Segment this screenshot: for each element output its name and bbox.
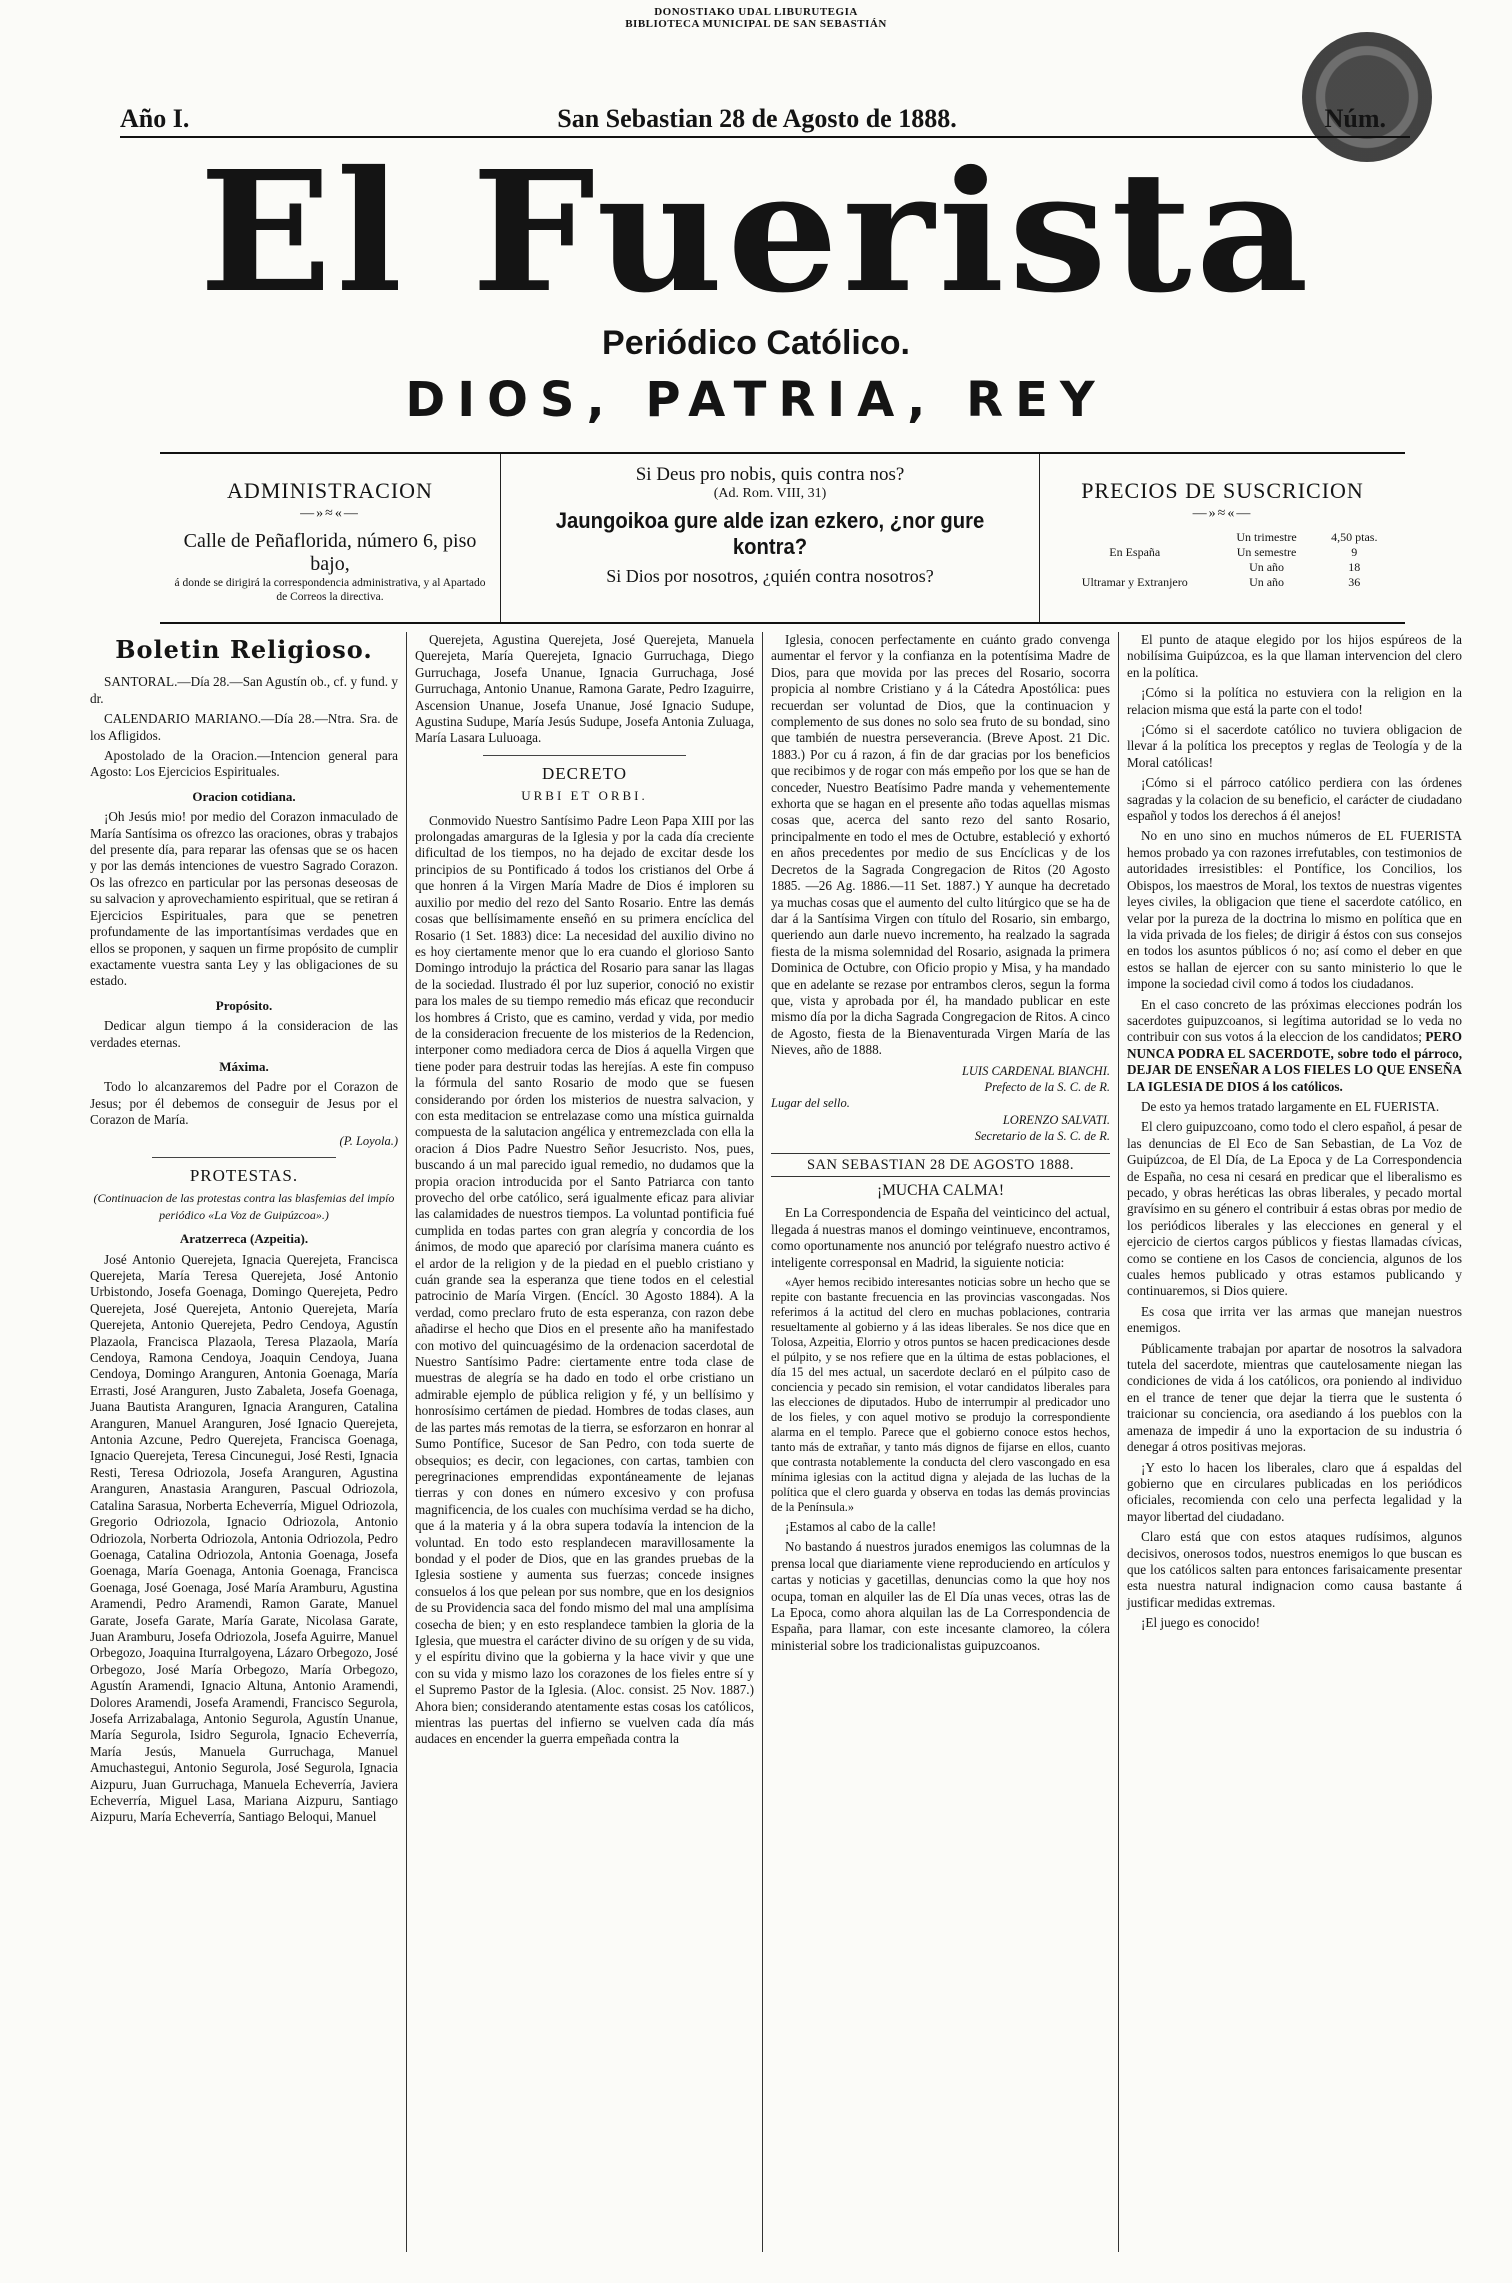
editorial-paragraph: ¡Cómo si el sacerdote católico no tuviera obligacion de llevar á la política los preceptos y reglas de Teología y de la Moral católicas! <box>1127 722 1462 770</box>
price-row <box>1052 560 1393 575</box>
maxim-text: Todo lo alcanzaremos del Padre por el Corazon de Jesus; por él debemos de conseguir de Jesus por el Corazon de María. <box>90 1079 398 1128</box>
signature-1-role: Prefecto de la S. C. de R. <box>984 1079 1110 1094</box>
divider <box>483 755 686 756</box>
library-seal-icon <box>1302 32 1432 162</box>
newspaper-title: El Fuerista <box>199 135 1313 330</box>
seal-place: Lugar del sello. <box>771 1096 850 1111</box>
editorial-paragraph: ¡El juego es conocido! <box>1141 1615 1261 1631</box>
column-2 <box>406 632 762 2252</box>
price-amount: 9 <box>1351 545 1358 559</box>
signature-1-name: LUIS CARDENAL BIANCHI. <box>961 1063 1110 1078</box>
price-period: Un semestre <box>1236 545 1297 559</box>
price-amount: 36 <box>1348 575 1361 589</box>
administration-address: Calle de Peñaflorida, número 6, piso bajo, <box>183 530 477 575</box>
column-1 <box>82 632 406 2252</box>
editorial-paragraph: ¡Y esto lo hacen los liberales, claro que á espaldas del gobierno que en circulares publicadas en los periódicos oficiales, recomienda con celo una perfecta legalidad y la mayor libertad del ciudadano. <box>1127 1459 1462 1524</box>
price-row <box>1052 530 1393 545</box>
epigraph-basque: Jaungoikoa gure alde izan ezkero, ¿nor gure kontra? <box>555 508 985 559</box>
issue-dateline: San Sebastian 28 de Agosto de 1888. <box>557 104 957 133</box>
subscription-prices <box>1052 530 1393 590</box>
editorial-emphasis: PERO NUNCA PODRA EL SACERDOTE, sobre todo el párroco, DEJAR DE ENSEÑAR A LOS FIELES LO QUE ENSEÑA LA IGLESIA DE DIOS á los católicos. <box>1127 1029 1462 1094</box>
administration-note: á donde se dirigirá la correspondencia administrativa, y al Apartado de Correos la directiva. <box>174 577 486 603</box>
administration-title: ADMINISTRACION <box>227 478 433 503</box>
religious-bulletin-title: Boletin Religioso. <box>115 635 373 664</box>
protests-intro: (Continuacion de las protestas contra las blasfemias del impío periódico «La Voz de Guipúzcoa».) <box>93 1191 395 1222</box>
editorial-paragraph: ¡Cómo si la política no estuviera con la religion en la relacion misma que está la parte con el todo! <box>1127 685 1462 717</box>
editorial-dateline: SAN SEBASTIAN 28 DE AGOSTO 1888. <box>771 1153 1110 1177</box>
subscription-box <box>1040 454 1405 622</box>
purpose-title: Propósito. <box>215 997 273 1013</box>
price-amount: 4,50 ptas. <box>1331 530 1378 544</box>
decree-subtitle: URBI ET ORBI. <box>521 788 648 804</box>
issue-line <box>120 104 1410 134</box>
ornament: —»≈«— <box>300 506 360 521</box>
info-band <box>160 452 1405 624</box>
library-line-spanish: BIBLIOTECA MUNICIPAL DE SAN SEBASTIÁN <box>625 18 887 30</box>
editorial-text: En el caso concreto de las próximas elecciones podrán los sacerdotes guipuzcoanos, si legítima autoridad se lo veda no contribuir con sus votos á la eleccion de los candidatos; <box>1127 996 1462 1045</box>
issue-year: Año I. <box>120 104 190 133</box>
decree-text: Conmovido Nuestro Santísimo Padre Leon Papa XIII por las prolongadas amarguras de la Iglesia y por la cada día creciente dificultad de los tiempos, no ha dejado de excitar desde los principios de su Pontificado á todos los cristianos del Orbe á que honren á la Virgen María Madre de Dios é imploren su auxilio por medio del rezo del Santo Rosario. Entre las demás cosas que bellísimamente enseñó en su primera encíclica del Rosario (1 Set. 1883) dice: La necesidad del auxilio divino no es hoy ciertamente menor que lo era cuando el glorioso Santo Domingo introdujo la práctica del Rosario para sanar las llagas de la sociedad. Ilustrado él por luz superior, conoció no existir para los males de su tiempo remedio más eficaz que reconducir los hombres á Cristo, que es camino, verdad y vida, por medio de la consideracion frecuente de los misterios de la Redencion, interponer como mediadora cerca de Dios á aquella Virgen que tiene poder para destruir todas las herejías. A este fin compuso la fórmula del santo Rosario de modo que se fuesen considerando por órden los misterios de nuestra salvacion, y con esta meditacion se entrelazase como una mística guirnalda compuesta de la salutacion angélica y entremezclada con ella la oracion á Dios Padre Nuestro Señor Jesucristo. Nos, pues, buscando á un mal parecido igual remedio, no dudamos que la propia oracion introducida por el Santo Patriarca con tanto provecho del orbe católico, será igualmente eficaz para aliviar las calamidades de nuestros tiempos. La voluntad pontificia fué cumplida en todas partes con gran alegría y concordia de los ánimos, de modo que apareció por clarísima manera cuánto es el ardor de la religion y de la piedad en el pueblo cristiano y cuán grande sea la esperanza que tiene todos en el celestial patrocinio de María Virgen. (Encícl. 30 Agosto 1884). A la verdad, como preclaro fruto de esta esperanza, con razon debe añadirse el hecho que Dios en el presente año ha manifestado con motivo del quincuagésimo de la ordenacion sacerdotal de Nuestro Santísimo Padre: ciertamente entre toda clase de muestras de alegría se ha dado en todo el orbe cristiano un admirable ejemplo de pública religion y fé, y un bellísimo y honrosísimo certámen de piedad. Hombres de todas clases, aun de las partes más remotas de la tierra, se esforzaron en honrar al Sumo Pontífice, Sucesor de San Pedro, con toda suerte de obsequios; es decir, con legaciones, con cartas, tambien con peregrinaciones emprendidas expontáneamente de lejanas tierras y con dones en número excesivo y con profusa magnificencia, de los cuales con muchísima verdad se ha dicho, que á la materia y á la obra supera todavía la intencion de la voluntad. En todo esto resplandecen maravillosamente la bondad y el poder de Dios, que en las grandes pruebas de la Iglesia sostiene y aumenta sus fuerzas; concede insignes consuelos á los que pelean por sus nombre, que en los designios de su Providencia saca del fondo mismo del mal una amplísima cosecha de bien; y en esto resplandece tambien la gloria de la Iglesia, que muestra el carácter divino de su orígen y de su vida, y el espíritu divino que la gobierna y la hace vivir y que une con su vida y mismo lazo los corazones de los fieles entre sí y el Supremo Pastor de la Iglesia. (Aloc. consist. 25 Nov. 1887.) Ahora bien; considerando atentamente estas cosas los católicos, mientras las puertas del infierno se vuelven cada día más audaces en encender la guerra empeñada contra la <box>415 812 754 1747</box>
signature-2-name: LORENZO SALVATI. <box>1002 1112 1110 1127</box>
prayer-title: Oracion cotidiana. <box>192 788 296 804</box>
editorial-paragraph: No bastando á nuestros jurados enemigos las columnas de la prensa local que diariamente viene reproduciendo en artículos y cartas y noticias y gacetillas, denuncias como la que hoy nos ocupa, toman en alquiler las de El Día unas veces, otras las de La Epoca, como ahora alquilan las de La Correspondencia de España, para llamar, con este incesante clamoreo, la cólera ministerial sobre los tradicionalistas guipuzcoanos. <box>771 1539 1110 1653</box>
editorial-paragraph: No en uno sino en muchos números de EL FUERISTA hemos probado ya con razones irrefutables, con testimonios de autoridades irresistibles: el Pontífice, los Concilios, los Obispos, los maestros de Moral, los textos de nuestras vigentes leyes civiles, la obligacion que tiene el sacerdote católico, en velar por la pureza de la doctrina lo mismo en política que en la vida privada de los fieles; de dirigir á éstos con sus consejos en todos los asuntos públicos ó no; así como el deber en que estos se hallan de ejercer con su santo ministerio lo que le impone la sociedad civil como á todos los ciudadanos. <box>1127 828 1462 992</box>
column-4 <box>1118 632 1470 2252</box>
maxim-title: Máxima. <box>219 1058 269 1074</box>
epigraph-box <box>500 454 1040 622</box>
editorial-quote: «Ayer hemos recibido interesantes noticias sobre un hecho que se repite con bastante frecuencia en las provincias vascongadas. Nos referimos á la actitud del clero en muchas poblaciones, contraria resueltamente al gobierno y á las ideas liberales. Se nos dice que en Tolosa, Azpeitia, Elorrio y otros puntos se hacen predicaciones desde el púlpito, y se nos refiere que en la última de estas poblaciones, el día 15 del mes actual, un sacerdote declaró en el púlpito caso de conciencia y pecado sin remision, el votar candidatos liberales para las elecciones de diputados. Hubo de interrumpir al predicador uno de los fieles, y con aquel motivo se produjo la correspondiente alarma en el templo. Parece que el gobierno conoce estos hechos, tanto más de extrañar, y tanto más dignos de fijarse en ellos, cuanto que contrasta notablemente la conducta del clero vascongado en esa mínima iglesias con la actitud digna y alejada de las luchas de la política que el clero guarda y observa en todas las demás provincias de la Península.» <box>771 1275 1110 1515</box>
santoral: SANTORAL.—Día 28.—San Agustín ob., cf. y fund. y dr. <box>90 674 398 706</box>
ornament: —»≈«— <box>1192 506 1253 521</box>
protests-names: José Antonio Querejeta, Ignacia Querejeta, Francisca Querejeta, María Teresa Querejeta, José Antonio Urbistondo, Josefa Goenaga, Domingo Querejeta, Pedro Querejeta, José Querejeta, Antonio Querejeta, María Querejeta, Antonio Querejeta, Pedro Cendoya, Agustín Plazaola, Francisca Plazaola, Teresa Plazaola, María Cendoya, Ramona Cendoya, Joaquin Cendoya, Juana Cendoya, Domingo Aranguren, Antonia Goenaga, María Errasti, José Aranguren, Justo Zabaleta, Josefa Goenaga, Juana Bautista Aranguren, Ignacia Aranguren, Catalina Aranguren, Manuel Aranguren, José Ignacio Querejeta, Antonia Azcune, Pedro Querejeta, Francisca Goenaga, Ignacio Querejeta, Teresa Cincunegui, José Resti, Ignacia Resti, Teresa Odriozola, Josefa Aranguren, Agustina Aranguren, Anastasia Aranguren, Pascual Odriozola, Catalina Sarasua, Norberta Echeverría, Miguel Odriozola, Gregorio Odriozola, Ignacio Odriozola, Antonio Odriozola, Norberta Odriozola, Antonia Odriozola, Pedro Goenaga, Catalina Odriozola, Antonia Goenaga, Josefa Goenaga, María Goenaga, Antonia Goenaga, Francisca Goenaga, José Goenaga, José María Aramburu, Agustina Aramendi, Pedro Aramendi, Ramon Garate, Manuel Garate, Josefa Garate, María Garate, Nicolasa Garate, Juan Aramburu, Josefa Odriozola, Josefa Aguirre, Manuel Orbegozo, Joaquina Iturralgoyena, Lázaro Orbegozo, José Orbegozo, José María Orbegozo, María Orbegozo, Agustín Aramendi, Ignacio Altuna, Antonio Aramendi, Dolores Aramendi, Josefa Aramendi, Francisco Segurola, Josefa Arrizabalaga, Antonio Segurola, Agustín Unanue, María Segurola, Isidro Segurola, Ignacio Echeverría, María Jesús, Manuela Gurruchaga, Manuel Amuchastegui, Antonio Segurola, José Segurola, Ignacia Aizpuru, Juan Gurruchaga, Manuela Echeverría, Javiera Echeverría, Miguel Lasa, Mariana Aizpuru, Santiago Aizpuru, María Echeverría, Santiago Beloqui, Manuel <box>90 1251 398 1825</box>
editorial-paragraph: Claro está que con estos ataques rudísimos, algunos decisivos, onerosos todos, nuestros enemigos lo que buscan es que los católicos salten para entonces farisaicamente presentar esta nuestra natural indignacion como causa bastante á justificar medidas extremas. <box>1127 1529 1462 1610</box>
purpose-text: Dedicar algun tiempo á la consideracion de las verdades eternas. <box>90 1018 398 1050</box>
decree-text-continued: Iglesia, conocen perfectamente en cuánto grado convenga aumentar el fervor y la confianza en la potentísima Madre de Dios, para que movida por las preces del Rosario, socorra propicia al nombre Cristiano y á la Cátedra Apostólica: pues recuerdan ser voluntad de Dios, que la continuacion y complemento de sus dones no solo sea fruto de su bondad, sino que también de nuestra perseverancia. (Breve Apost. 21 Dic. 1883.) Por cu á razon, á fin de dar gracias por los beneficios que recibimos y de rogar con más empeño por los que se han de conceder, Nuestro Beatísimo Padre manda y vehementemente exhorta que se hagan en el presente año todas aquellas mismas cosas que, acerca del santo rezo del santo Rosario, principalmente en todo el mes de Octubre, estableció y exhortó en años precedentes por medio de sus Encíclicas y de los Decretos de la Sagrada Congregacion de Ritos (20 Agosto 1885. —26 Ag. 1886.—11 Set. 1887.) Y aunque ha decretado ya muchas cosas que el aumento del culto litúrgico que se ha de dar á la Santísima Virgen con título del Rosario, sin embargo, queriendo aun darle nuevo incremento, ha realzado la sagrada fiesta de la misma solemnidad del Rosario, asignada la primera Dominica de Octubre, con Oficio propio y Misa, y ha mandado que en adelante se rezase por entrambos cleros, segun la forma que, vista y aprobada por él, ha mandado publicar en este mismo día por la dicha Sagrada Congregacion de Ritos. A cinco de Agosto, fiesta de la Bienaventurada Virgen María de las Nieves, año de 1888. <box>771 632 1110 1058</box>
library-stamp-text <box>0 6 1512 30</box>
price-region: Ultramar y Extranjero <box>1081 575 1188 589</box>
price-row <box>1052 575 1393 590</box>
maxim-signature: (P. Loyola.) <box>339 1133 398 1148</box>
price-period: Un año <box>1249 560 1285 574</box>
signature-2-role: Secretario de la S. C. de R. <box>974 1129 1110 1144</box>
price-region: En España <box>1109 545 1161 559</box>
prayer-text: ¡Oh Jesús mio! por medio del Corazon inmaculado de María Santísima os ofrezco las oraciones, obras y trabajos del presente día, para reparar las ofensas que se os hacen y por las demás intenciones de vuestro Sagrado Corazon. Os las ofrezco en particular por las personas deseosas de su salvacion y aprovechamiento espiritual, que se retiran á Ejercicios Espirituales, para que se penetren profundamente de las importantísimas verdades que en ellos se proponen, y saquen un firme propósito de cumplir exactamente vuestra santa Ley y las obligaciones de su estado. <box>90 809 398 989</box>
epigraph-reference: (Ad. Rom. VIII, 31) <box>713 486 827 501</box>
calendario-mariano: CALENDARIO MARIANO.—Día 28.—Ntra. Sra. de los Afligidos. <box>90 711 398 743</box>
price-region <box>1052 560 1218 575</box>
editorial-paragraph <box>1127 997 1462 1095</box>
price-region <box>1052 530 1218 545</box>
editorial-paragraph: ¡Estamos al cabo de la calle! <box>785 1519 937 1535</box>
newspaper-motto: DIOS, PATRIA, REY <box>405 372 1107 428</box>
price-amount: 18 <box>1348 560 1361 574</box>
article-columns <box>82 632 1470 2252</box>
editorial-paragraph: Públicamente trabajan por apartar de nosotros la salvadora tutela del sacerdote, mientras que cautelosamente niegan las condiciones de vida á los católicos, ora poniendo al individuo en el trance de tener que dejar la tierra que le sustenta ó traicionar su conciencia, ora asediando á los pueblos con la amenaza de impedir á uno la exportacion de su industria ó denegar á otros positivas mejoras. <box>1127 1340 1462 1455</box>
editorial-paragraph: De esto ya hemos tratado largamente en EL FUERISTA. <box>1141 1098 1440 1114</box>
protests-place: Aratzerreca (Azpeitia). <box>179 1231 309 1247</box>
editorial-paragraph: El clero guipuzcoano, como todo el clero español, á pesar de las denuncias de El Eco de San Sebastian, de La Voz de Guipúzcoa, de El Día, de La Epoca y de La Correspondencia de España, no cesa ni cesará en predicar que el liberalismo es pecado, y obras heréticas las obras liberales, y pecado mortal gravísimo en su género el contribuir á estas obras por medio de los periódicos liberales y las elecciones en general y el ejercicio de ciertos cargos públicos y fiestas llamadas cívicas, como se contiene en los Casos de conciencia, algunos de los cuales hemos publicado y otras estamos publicando y continuaremos, si Dios quiere. <box>1127 1119 1462 1299</box>
price-period: Un año <box>1249 575 1285 589</box>
apostolado: Apostolado de la Oracion.—Intencion general para Agosto: Los Ejercicios Espirituales. <box>90 748 398 780</box>
divider <box>152 1157 337 1158</box>
editorial-headline: ¡MUCHA CALMA! <box>876 1182 1005 1199</box>
issue-number: Núm. <box>1324 104 1386 133</box>
protests-names-continued: Querejeta, Agustina Querejeta, José Querejeta, Manuela Querejeta, María Querejeta, Ignacio Gurruchaga, Diego Gurruchaga, Josefa Unanue, Ignacia Gurruchaga, José Gurruchaga, Antonio Unanue, Ramona Garate, Pedro Izaguirre, Ascension Unanue, Josefa Unanue, José Ignacio Sudupe, Agustina Sudupe, María Jesús Sudupe, Josefa Antonia Zuluaga, María Lasara Luluoaga. <box>415 632 754 746</box>
administration-box <box>160 454 500 622</box>
editorial-paragraph: El punto de ataque elegido por los hijos espúreos de la nobilísima Guipúzcoa, es la que llaman intervencion del clero en la política. <box>1127 632 1462 680</box>
editorial-paragraph: ¡Cómo si el párroco católico perdiera con las órdenes sagradas y la colacion de su beneficio, el carácter de ciudadano español y todos los derechos á él anejos! <box>1127 775 1462 824</box>
editorial-paragraph: En La Correspondencia de España del veinticinco del actual, llegada á nuestras manos el domingo veintinueve, encontramos, como oportunamente nos anunció por telégrafo nuestro activo é inteligente corresponsal en Madrid, la siguiente noticia: <box>771 1205 1110 1270</box>
decree-title: DECRETO <box>541 763 628 783</box>
price-period: Un trimestre <box>1236 530 1297 544</box>
epigraph-spanish: Si Dios por nosotros, ¿quién contra nosotros? <box>606 566 934 586</box>
price-row <box>1052 545 1393 560</box>
library-line-basque: DONOSTIAKO UDAL LIBURUTEGIA <box>654 6 858 18</box>
subscription-title: PRECIOS DE SUSCRICION <box>1081 478 1364 503</box>
epigraph-latin: Si Deus pro nobis, quis contra nos? <box>635 464 905 485</box>
protests-title: PROTESTAS. <box>189 1165 299 1185</box>
newspaper-subtitle: Periódico Católico. <box>602 324 910 362</box>
editorial-paragraph: Es cosa que irrita ver las armas que manejan nuestros enemigos. <box>1127 1303 1462 1336</box>
column-3 <box>762 632 1118 2252</box>
